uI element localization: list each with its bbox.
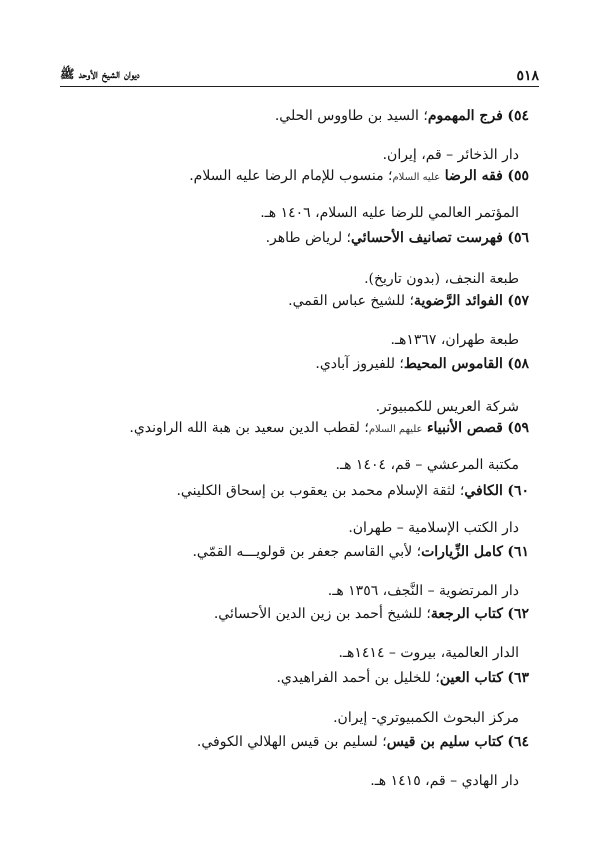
entry-59-publisher: مكتبة المرعشي – قم، ١٤٠٤ هـ.: [335, 457, 519, 473]
entry-61-publisher: دار المرتضوية – النَّجف، ١٣٥٦ هـ.: [327, 583, 519, 599]
entry-author: ؛ للشيخ عباس القمي.: [288, 293, 414, 309]
header-title-text: ديوان الشيخ الأوحد: [78, 67, 140, 81]
entry-55-title-line: [189, 166, 529, 188]
entry-number: ٥٤): [507, 108, 529, 124]
entry-author: ؛ لسليم بن قيس الهلالي الكوفي.: [196, 734, 387, 750]
entry-title: كتاب سليم بن قيس: [386, 734, 503, 750]
entry-number: ٦١): [507, 544, 529, 560]
entry-59-title-line: [129, 418, 529, 440]
entry-55-publisher: المؤتمر العالمي للرضا عليه السلام، ١٤٠٦ هـ.: [260, 205, 519, 221]
entry-number: ٦٠): [507, 483, 529, 499]
entry-63-publisher: مركز البحوث الكمبيوتري- إيران.: [333, 710, 519, 726]
entry-62-publisher: الدار العالمية، بيروت – ١٤١٤هـ.: [338, 645, 519, 661]
entry-54-title-line: [275, 106, 529, 126]
entry-57-title-line: [288, 291, 529, 311]
honorific-mark: عليه السلام: [392, 172, 441, 183]
entry-author: ؛ لثقة الإسلام محمد بن يعقوب بن إسحاق الكليني.: [176, 483, 465, 499]
entry-56-publisher: طبعة النجف، (بدون تاريخ).: [364, 271, 519, 287]
entry-number: ٥٧): [507, 293, 529, 309]
entry-number: ٦٣): [507, 670, 529, 686]
entry-author: ؛ للفيروز آبادي.: [315, 356, 404, 372]
entry-58-title-line: [315, 354, 529, 374]
entry-61-title-line: [192, 542, 529, 562]
entry-title: فرج المهموم: [427, 108, 503, 124]
entry-64-title-line: [197, 732, 529, 752]
entry-title: الفوائد الرَّضوية: [413, 293, 503, 309]
entry-number: ٥٨): [507, 356, 529, 372]
header-page-number: ٥١٨: [516, 68, 539, 84]
entry-title: كامل الزِّيارات: [421, 544, 503, 560]
entry-author: ؛ للشيخ أحمد بن زين الدين الأحسائي.: [213, 606, 431, 622]
entry-54-publisher: دار الذخائر – قم، إيران.: [382, 147, 519, 163]
entry-title: كتاب الرجعة: [430, 606, 503, 622]
entry-author: ؛ منسوب للإمام الرضا عليه السلام.: [189, 168, 393, 184]
entry-62-title-line: [214, 604, 529, 624]
entry-number: ٥٦): [507, 230, 529, 246]
entry-title: فهرست تصانيف الأحسائي: [351, 230, 503, 246]
entry-title: فقه الرضا: [444, 168, 503, 184]
entry-author: ؛ للخليل بن أحمد الفراهيدي.: [276, 670, 440, 686]
entry-title: قصص الأنبياء: [426, 420, 503, 436]
entry-title: الكافي: [464, 483, 503, 499]
entry-author: ؛ لرياض طاهر.: [265, 230, 351, 246]
entry-57-publisher: طبعة طهران، ١٣٦٧هـ.: [390, 332, 519, 348]
entry-60-publisher: دار الكتب الإسلامية – طهران.: [348, 520, 519, 536]
entry-63-title-line: [276, 668, 529, 688]
header-title-glyph: ﷺ: [60, 67, 75, 81]
entry-56-title-line: [266, 228, 529, 248]
entry-title: القاموس المحيط: [403, 356, 503, 372]
entry-60-title-line: [176, 481, 529, 501]
entry-author: ؛ لأبي القاسم جعفر بن قولويـــه القمّي.: [192, 544, 422, 560]
entry-number: ٦٤): [507, 734, 529, 750]
entry-author: ؛ السيد بن طاووس الحلي.: [274, 108, 428, 124]
entry-author: ؛ لقطب الدين سعيد بن هبة الله الراوندي.: [129, 420, 369, 436]
entry-number: ٥٩): [507, 420, 529, 436]
entry-64-publisher: دار الهادي – قم، ١٤١٥ هـ.: [370, 773, 519, 789]
entry-title: كتاب العين: [439, 670, 503, 686]
honorific-mark: عليهم السلام: [368, 424, 423, 435]
entry-58-publisher: شركة العريس للكمبيوتر.: [375, 399, 519, 415]
entry-number: ٦٢): [507, 606, 529, 622]
entry-number: ٥٥): [507, 168, 529, 184]
